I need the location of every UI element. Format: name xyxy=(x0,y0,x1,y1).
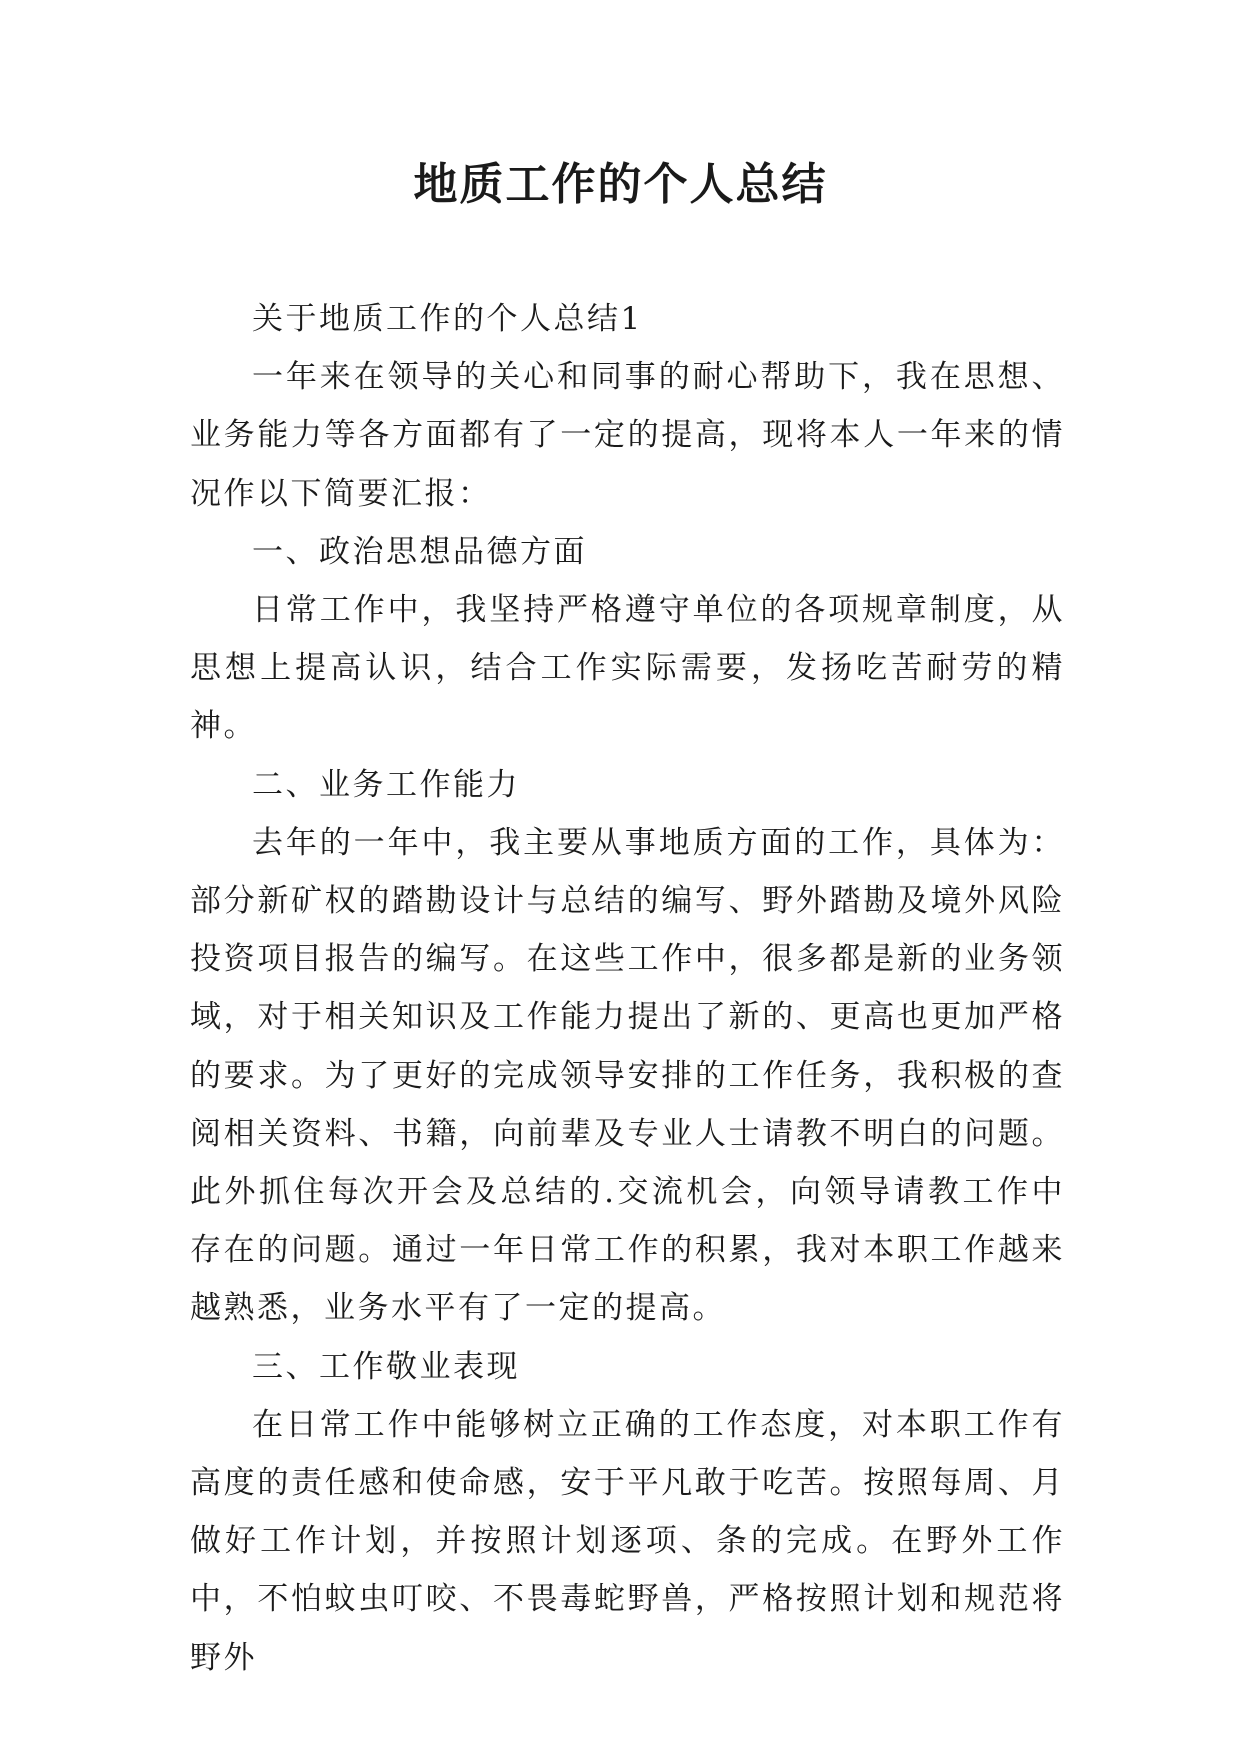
paragraph-intro: 一年来在领导的关心和同事的耐心帮助下，我在思想、业务能力等各方面都有了一定的提高，现将本人一年来的情况作以下简要汇报： xyxy=(190,359,1065,512)
paragraph-business: 去年的一年中，我主要从事地质方面的工作，具体为：部分新矿权的踏勘设计与总结的编写、野外踏勘及境外风险投资项目报告的编写。在这些工作中，很多都是新的业务领域，对于相关知识及工作能力提出了新的、更高也更加严格的要求。为了更好的完成领导安排的工作任务，我积极的查阅相关资料、书籍，向前辈及专业人士请教不明白的问题。此外抓住每次开会及总结的.交流机会，向领导请教工作中存在的问题。通过一年日常工作的积累，我对本职工作越来越熟悉，业务水平有了一定的提高。 xyxy=(190,824,1065,1327)
section-heading-doc: 关于地质工作的个人总结1 xyxy=(252,301,643,337)
section-heading-business: 二、业务工作能力 xyxy=(252,766,520,803)
section-heading-dedication: 三、工作敬业表现 xyxy=(252,1348,520,1385)
paragraph-dedication: 在日常工作中能够树立正确的工作态度，对本职工作有高度的责任感和使命感，安于平凡敢于吃苦。按照每周、月做好工作计划，并按照计划逐项、条的完成。在野外工作中，不怕蚊虫叮咬、不畏毒蛇野兽，严格按照计划和规范将野外 xyxy=(190,1406,1065,1676)
document-title: 地质工作的个人总结 xyxy=(413,159,828,210)
document-body xyxy=(190,290,1065,1687)
paragraph-political: 日常工作中，我坚持严格遵守单位的各项规章制度，从思想上提高认识，结合工作实际需要，发扬吃苦耐劳的精神。 xyxy=(190,592,1065,745)
section-heading-political: 一、政治思想品德方面 xyxy=(252,533,587,570)
